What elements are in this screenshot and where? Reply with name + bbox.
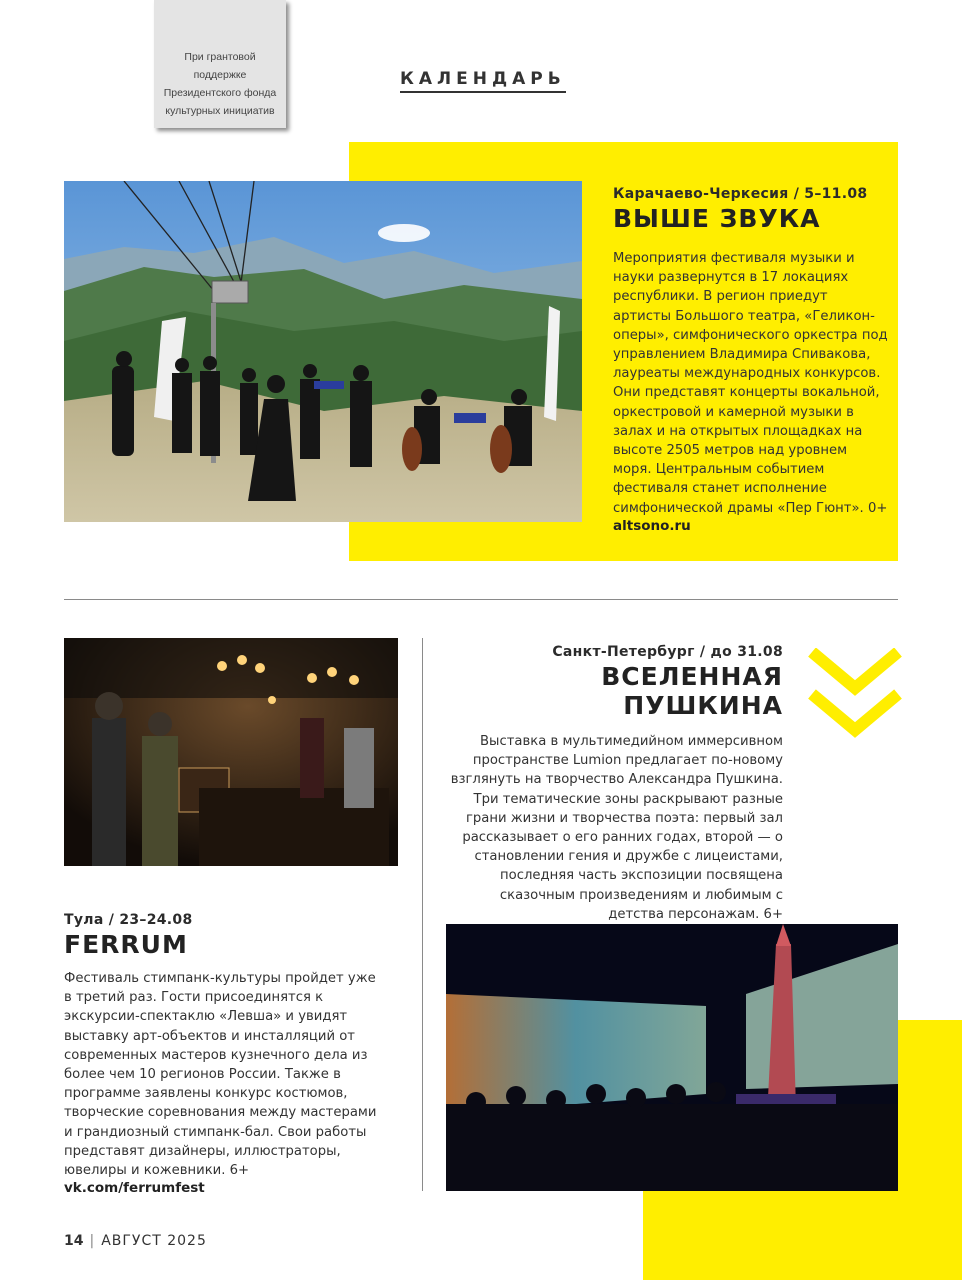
article-title: ВЫШЕ ЗВУКА — [613, 204, 821, 233]
page-footer — [64, 1233, 207, 1249]
article-vselennaya-pushkina — [446, 644, 783, 940]
double-chevron-down-icon — [808, 648, 902, 740]
grant-text: При грантовой поддержке Президентского фонда культурных инициатив — [163, 51, 277, 117]
horizontal-divider — [64, 599, 898, 600]
article-vyshe-zvuka — [613, 186, 888, 534]
article-link[interactable]: vk.com/ferrumfest — [64, 1180, 205, 1197]
mountain-concert-photo — [64, 181, 582, 522]
article-title: ВСЕЛЕННАЯ ПУШКИНА — [601, 662, 783, 720]
article-body: Фестиваль стимпанк-культуры пройдет уже в третий раз. Гости присоединятся к экскурсии-спектаклю «Левша» и увидят выставку арт-объектов и инсталляций от современных мастеров кузнечного дела из более чем 10 регионов России. Также в программе заявлены конкурс костюмов, творческие соревнования между мастерами и грандиозный стимпанк-бал. Свои работы представят дизайнеры, иллюстраторы, ювелиры и кожевники. 6+ — [64, 971, 377, 1179]
article-body: Мероприятия фестиваля музыки и науки развернутся в 17 локациях республики. В регион приедут артисты Большого театра, «Геликон-оперы», симфонического оркестра под управлением Владимира Спивакова, лауреаты международных конкурсов. Они представят концерты вокальной, оркестровой и камерной музыки в залах и на открытых площадках на высоте 2505 метров над уровнем моря. Центральным событием фестиваля станет исполнение симфонической драмы «Пер Гюнт». 0+ — [613, 251, 888, 516]
issue-label: АВГУСТ 2025 — [101, 1233, 207, 1249]
section-title: КАЛЕНДАРЬ — [400, 69, 566, 93]
footer-separator: | — [89, 1233, 96, 1249]
ferrum-steampunk-photo — [64, 638, 398, 866]
grant-badge — [154, 0, 286, 128]
article-location: Тула / 23–24.08 — [64, 912, 193, 928]
article-location: Санкт-Петербург / до 31.08 — [552, 644, 783, 660]
article-title: FERRUM — [64, 930, 188, 959]
article-link[interactable]: altsono.ru — [613, 517, 691, 534]
pushkin-exhibition-photo — [446, 924, 898, 1191]
article-location: Карачаево-Черкесия / 5–11.08 — [613, 186, 868, 202]
page-number: 14 — [64, 1233, 84, 1249]
vertical-divider — [422, 638, 423, 1191]
article-body: Выставка в мультимедийном иммерсивном пространстве Lumion предлагает по-новому взглянуть на творчество Александра Пушкина. Три тематические зоны раскрывают разные грани жизни и творчества поэта: первый зал рассказывает о его ранних годах, второй — о становлении гения и дружбе с лицеистами, последняя часть экспозиции посвящена сказочным произведениям и любимым с детства персонажам. 6+ — [450, 734, 783, 922]
article-ferrum — [64, 912, 384, 1196]
